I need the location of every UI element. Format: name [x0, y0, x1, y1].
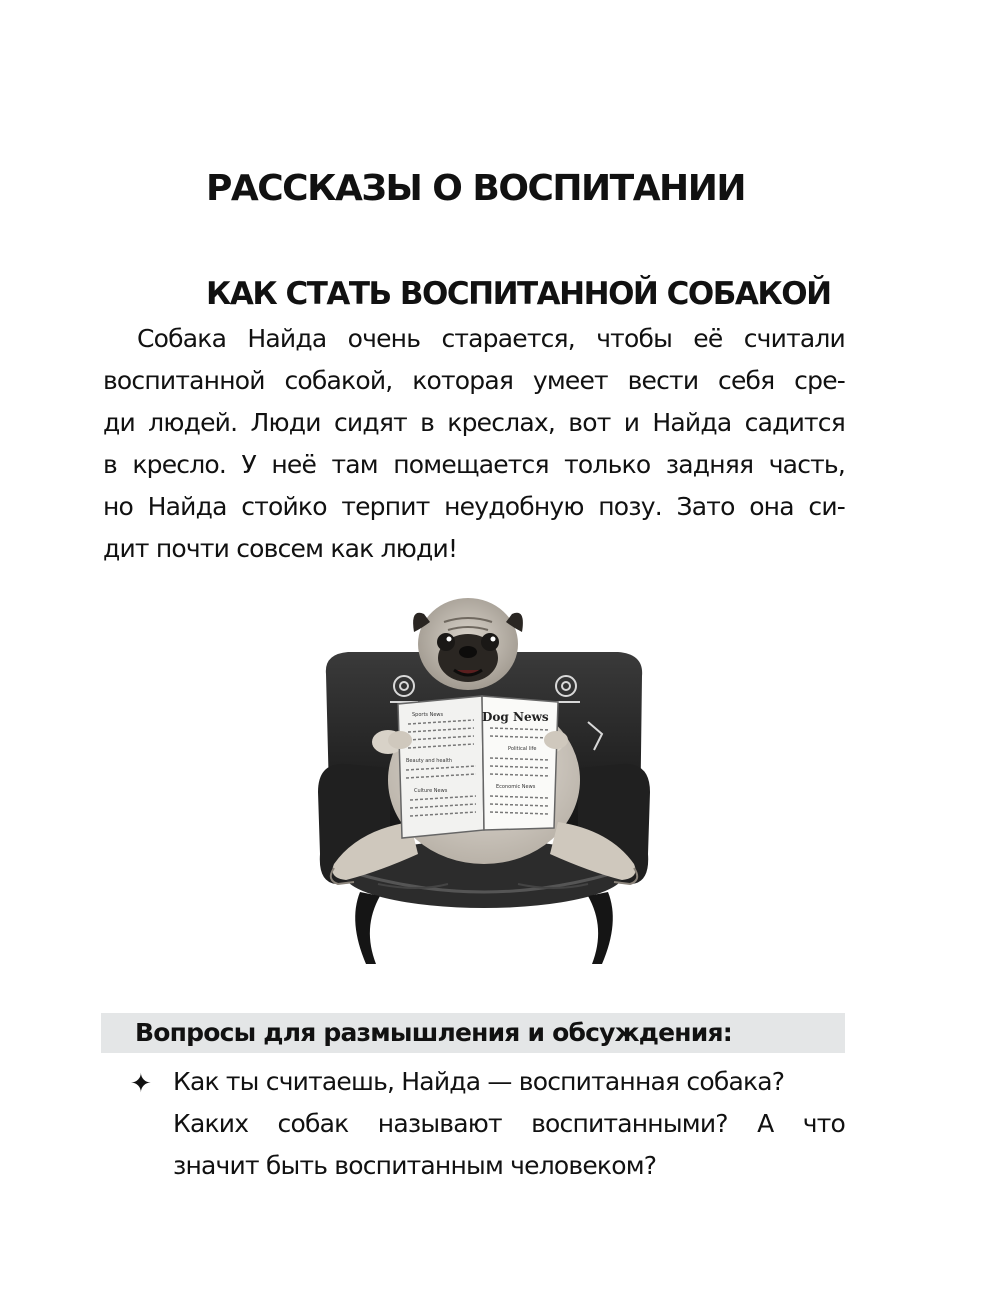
questions-heading: Вопросы для размышления и обсуждения:	[135, 1018, 732, 1047]
story-line: воспитанной собакой, которая умеет вести себя сре-	[103, 366, 845, 395]
question-text	[173, 1061, 845, 1187]
story-line: дит почти совсем как люди!	[103, 534, 458, 563]
question-line: значит быть воспитанным человеком?	[173, 1151, 657, 1180]
pug-armchair-illustration	[318, 592, 650, 970]
story-paragraph	[103, 318, 845, 570]
newspaper-section-label: Political life	[508, 746, 537, 752]
newspaper-section-label: Economic News	[496, 784, 536, 790]
newspaper-masthead: Dog News	[482, 710, 549, 724]
question-line: Как ты считаешь, Найда — воспитанная собака?	[173, 1067, 785, 1096]
questions-heading-bar	[101, 1013, 845, 1053]
story-line: ди людей. Люди сидят в креслах, вот и Найда садится	[103, 408, 845, 437]
section-title: РАССКАЗЫ О ВОСПИТАНИИ	[206, 168, 745, 209]
newspaper-section-label: Culture News	[414, 788, 448, 794]
newspaper-section-label: Beauty and health	[406, 758, 453, 764]
pug-in-armchair-icon	[318, 592, 650, 970]
story-line: в кресло. У неё там помещается только задняя часть,	[103, 450, 845, 479]
star-bullet-icon: ✦	[130, 1069, 152, 1099]
story-title: КАК СТАТЬ ВОСПИТАННОЙ СОБАКОЙ	[206, 276, 831, 312]
story-line: Собака Найда очень старается, чтобы её считали	[137, 324, 845, 353]
story-line: но Найда стойко терпит неудобную позу. Зато она си-	[103, 492, 845, 521]
newspaper-section-label: Sports News	[412, 712, 444, 718]
question-line: Каких собак называют воспитанными? А что	[173, 1109, 845, 1138]
